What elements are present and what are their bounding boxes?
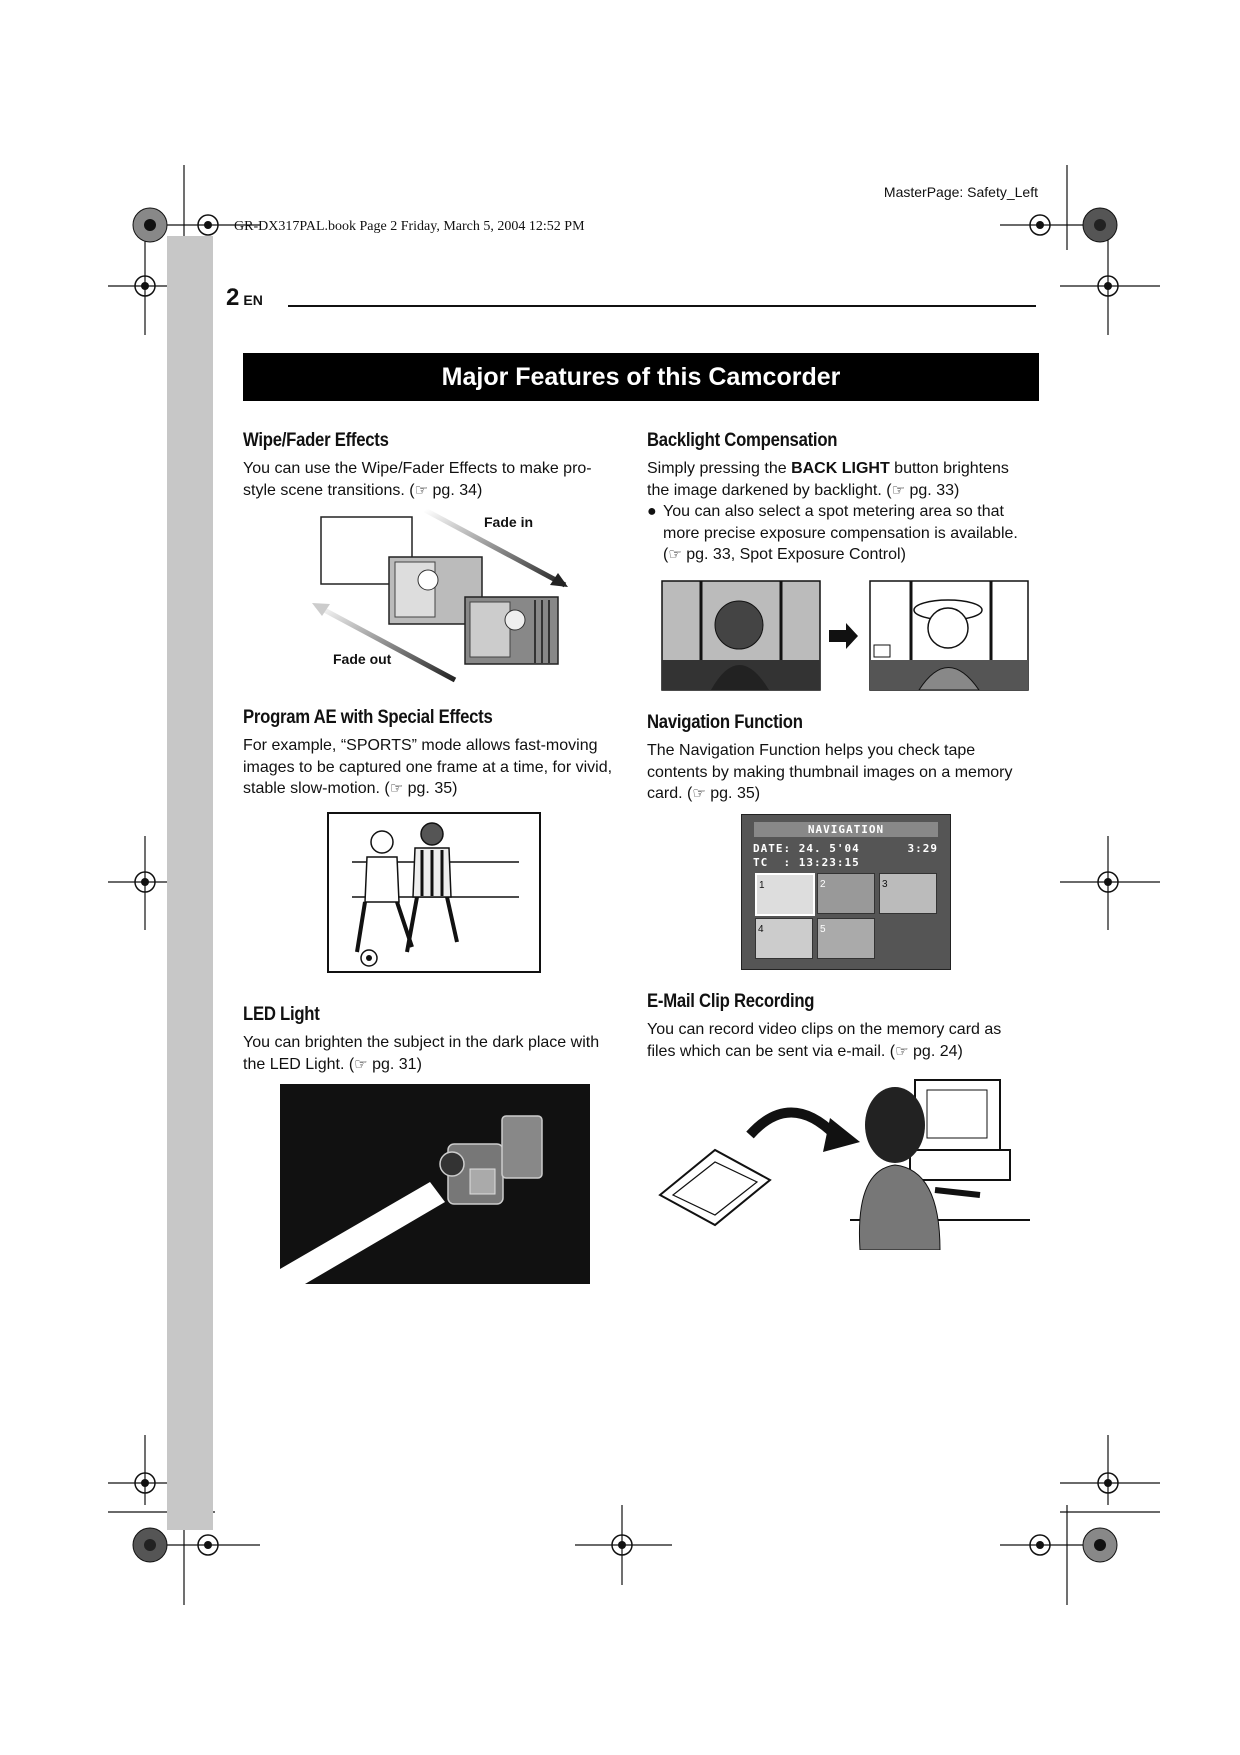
pointing-hand-icon: ☞ (668, 546, 682, 563)
thumbnail[interactable]: 5 (817, 918, 875, 959)
navigation-timecode: TC : 13:23:15 (753, 856, 860, 869)
fade-out-label: Fade out (333, 651, 392, 667)
pointing-hand-icon: ☞ (891, 481, 906, 499)
section-text: You can record video clips on the memory card as files which can be sent via e-mail. (☞ pg. 24) (647, 1021, 1002, 1060)
navigation-time: 3:29 (907, 842, 938, 855)
thumbnail[interactable]: 1 (755, 873, 815, 916)
pointing-hand-icon: ☞ (414, 481, 429, 499)
thumbnail[interactable]: 2 (817, 873, 875, 914)
section-heading: LED Light (243, 1004, 320, 1025)
navigation-screen-title: NAVIGATION (754, 822, 938, 837)
header-rule (288, 305, 1036, 307)
navigation-date: DATE: 24. 5'04 (753, 842, 860, 855)
pointing-hand-icon: ☞ (354, 1055, 368, 1073)
masterpage-label: MasterPage: Safety_Left (883, 184, 1038, 200)
section-text: Simply pressing the BACK LIGHT button brightens the image darkened by backlight. (☞ pg. 33) (647, 460, 1009, 499)
page-title: Major Features of this Camcorder (243, 353, 1039, 401)
navigation-screen (741, 814, 951, 970)
section-led-light (243, 1004, 633, 1075)
section-heading: Wipe/Fader Effects (243, 430, 389, 451)
section-navigation (647, 712, 1047, 805)
section-heading: Program AE with Special Effects (243, 707, 493, 728)
page-edge-strip (167, 236, 213, 1530)
page-number-value: 2 (226, 284, 240, 311)
pointing-hand-icon: ☞ (895, 1042, 909, 1060)
thumbnail[interactable]: 4 (755, 918, 813, 959)
section-backlight (647, 430, 1047, 566)
email-clip-illustration (655, 1070, 1035, 1250)
section-heading: E-Mail Clip Recording (647, 991, 815, 1012)
section-wipe-fader (243, 430, 633, 501)
sports-mode-illustration (327, 812, 541, 973)
pointing-hand-icon: ☞ (389, 780, 404, 797)
page-number (226, 284, 263, 312)
language-code: EN (243, 292, 263, 308)
section-text: The Navigation Function helps you check tape contents by making thumbnail images on a memory card. (☞ pg. 35) (647, 742, 1013, 802)
bullet-icon: ● (647, 503, 657, 520)
led-light-illustration (280, 1084, 590, 1284)
section-program-ae (243, 707, 633, 800)
section-heading: Backlight Compensation (647, 430, 838, 451)
bullet-item: ● You can also select a spot metering area so that more precise exposure compensation is available. (☞ pg. 33, Spot Exposure Control) (647, 501, 1047, 566)
book-info-line: GR-DX317PAL.book Page 2 Friday, March 5, 2004 12:52 PM (234, 219, 585, 234)
section-text: For example, “SPORTS” mode allows fast-moving images to be captured one frame at a time, for vivid, stable slow-motion. (☞ pg. 35) (243, 737, 613, 797)
section-heading: Navigation Function (647, 712, 803, 733)
section-text: You can brighten the subject in the dark place with the LED Light. (☞ pg. 31) (243, 1034, 600, 1073)
back-light-button-name: BACK LIGHT (791, 460, 890, 477)
pointing-hand-icon: ☞ (692, 785, 706, 802)
fade-in-label: Fade in (484, 514, 534, 530)
section-text: You can use the Wipe/Fader Effects to make pro- style scene transitions. (☞ pg. 34) (243, 460, 592, 499)
backlight-illustration (661, 580, 1031, 692)
thumbnail[interactable]: 3 (879, 873, 937, 914)
section-email-clip (647, 991, 1047, 1062)
